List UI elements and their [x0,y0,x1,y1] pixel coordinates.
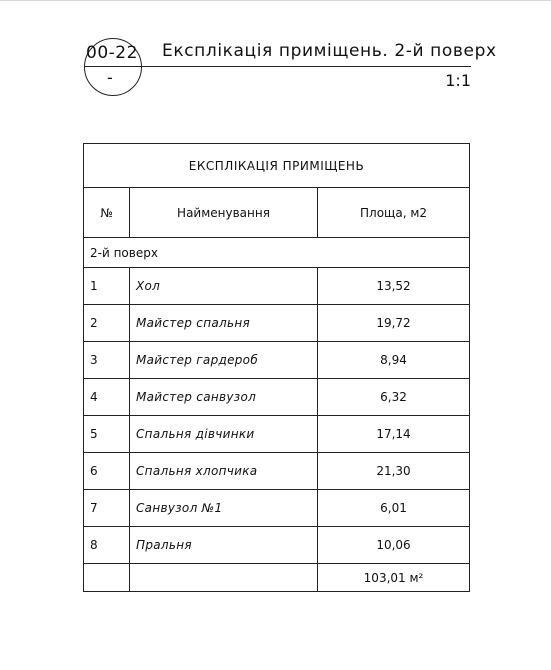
section-row [84,238,470,268]
sheet-marker-divider [84,66,142,67]
room-area: 6,01 [318,490,470,527]
room-number: 7 [84,490,130,527]
room-name: Санвузол №1 [130,490,318,527]
total-area: 103,01 м² [318,564,470,592]
room-name: Майстер гардероб [130,342,318,379]
top-border-line [0,0,551,1]
table-title: ЕКСПЛІКАЦІЯ ПРИМІЩЕНЬ [84,144,470,188]
room-number: 6 [84,453,130,490]
table-row [84,416,470,453]
room-name: Пральня [130,527,318,564]
room-area: 6,32 [318,379,470,416]
title-underline [141,66,471,67]
total-row [84,564,470,592]
column-header-name: Найменування [130,188,318,238]
table-header-row [84,188,470,238]
room-number: 2 [84,305,130,342]
total-empty-number [84,564,130,592]
table-row [84,379,470,416]
table-row [84,490,470,527]
room-area: 19,72 [318,305,470,342]
total-empty-name [130,564,318,592]
room-schedule-table [83,143,470,592]
column-header-number: № [84,188,130,238]
room-area: 17,14 [318,416,470,453]
room-number: 3 [84,342,130,379]
column-header-area: Площа, м2 [318,188,470,238]
room-area: 21,30 [318,453,470,490]
drawing-scale: 1:1 [445,71,471,90]
table-row [84,268,470,305]
room-name: Спальня дівчинки [130,416,318,453]
room-number: 5 [84,416,130,453]
room-number: 1 [84,268,130,305]
room-name: Спальня хлопчика [130,453,318,490]
room-name: Майстер санвузол [130,379,318,416]
table-title-row [84,144,470,188]
section-label: 2-й поверх [84,238,470,268]
sheet-number: 00-22 [86,43,138,63]
sheet-sub-number: - [107,68,113,87]
room-number: 8 [84,527,130,564]
room-number: 4 [84,379,130,416]
room-area: 13,52 [318,268,470,305]
drawing-title: Експлікація приміщень. 2-й поверх [162,41,497,61]
table-row [84,453,470,490]
table-row [84,527,470,564]
room-area: 10,06 [318,527,470,564]
room-area: 8,94 [318,342,470,379]
table-row [84,305,470,342]
room-name: Майстер спальня [130,305,318,342]
room-name: Хол [130,268,318,305]
table-row [84,342,470,379]
